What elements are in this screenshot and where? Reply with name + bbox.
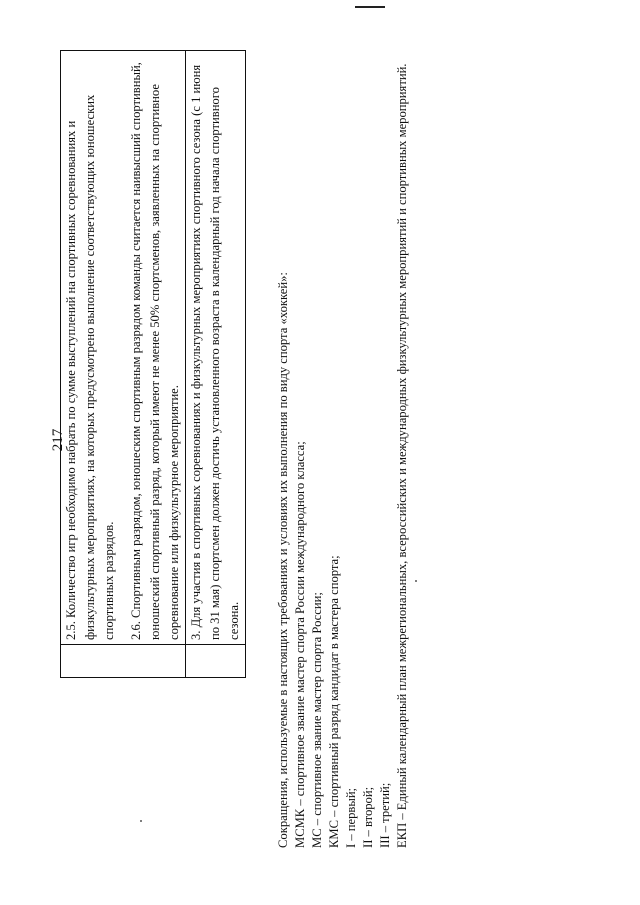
table-cell-empty (186, 645, 246, 678)
table-paragraph: 3. Для участия в спортивных соревнованиях и физкультурных мероприятиях спортивного сезона (с 1 июня по 31 мая) спортсмен должен достичь установленного возраста в календарный год начала спортивного сезона. (189, 64, 241, 640)
table-row (61, 51, 186, 678)
notes-item: III – третий; (378, 782, 392, 848)
table-cell (186, 51, 246, 645)
notes-intro: Сокращения, используемые в настоящих требованиях и условиях их выполнения по виду спорта «хоккей»: (276, 272, 290, 848)
requirements-table (60, 50, 246, 678)
page-number: 217 (50, 428, 66, 452)
table-paragraph: 2.5. Количество игр необходимо набрать по сумме выступлений на спортивных соревнованиях и физкультурных мероприятиях, на которых предусмотрено выполнение соответствующих юношеских спортивных разрядов. (64, 94, 116, 640)
notes-item: ЕКП – Единый календарный план межрегиональных, всероссийских и международных физкультурных мероприятий и спортивных мероприятий. (395, 63, 409, 848)
notes-item: МС – спортивное звание мастер спорта России; (310, 592, 324, 848)
abbreviations-notes (275, 50, 411, 848)
table-cell-empty (61, 645, 186, 678)
table-row (186, 51, 246, 678)
table-cell (61, 51, 186, 645)
notes-item: МСМК – спортивное звание мастер спорта России международного класса; (293, 441, 307, 848)
notes-item: I – первый; (344, 787, 358, 848)
rotated-document (50, 50, 480, 850)
table-paragraph: 2.6. Спортивным разрядом, юношеским спортивным разрядом команды считается наивысший спортивный, юношеский спортивный разряд, который имеют не менее 50% спортсменов, заявленных на спортивное соревнование или физкультурное мероприятие. (129, 62, 181, 640)
scan-mark (355, 6, 385, 8)
notes-item: КМС – спортивный разряд кандидат в мастера спорта; (327, 555, 341, 848)
notes-item: II – второй; (361, 786, 375, 848)
